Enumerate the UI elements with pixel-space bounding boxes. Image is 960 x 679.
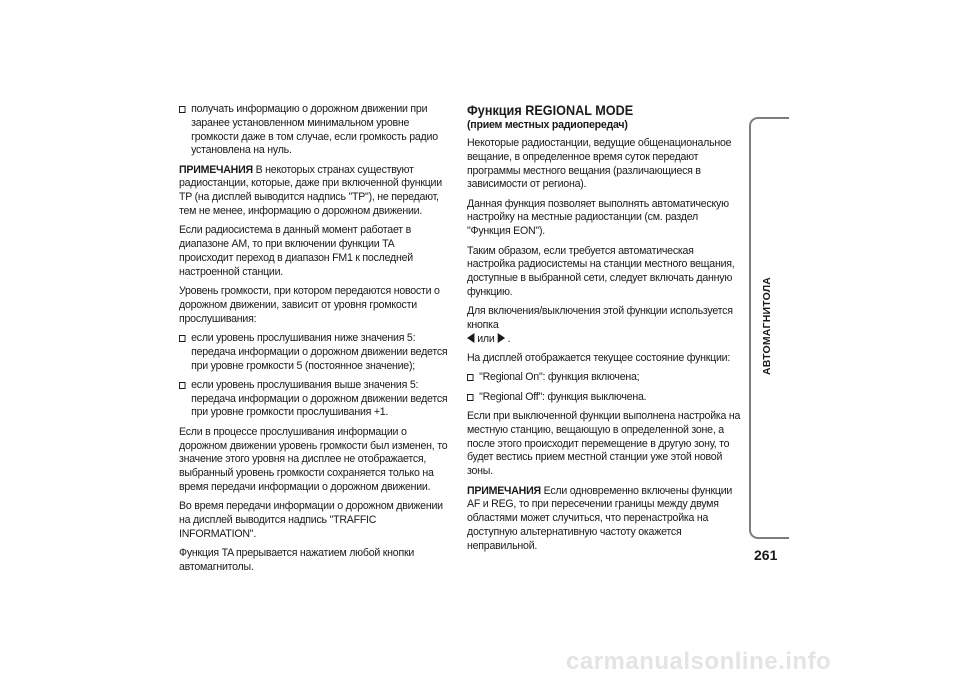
paragraph: Во время передачи информации о дорожном движении на дисплей выводится надпись "TRAFFIC INFORMATION". (179, 500, 443, 540)
paragraph: Уровень громкости, при котором передаются новости о дорожном движении, зависит от уровня громкости прослушивания: (179, 285, 440, 325)
note-label: ПРИМЕЧАНИЯ (179, 163, 253, 176)
paragraph: Если в процессе прослушивания информации о дорожном движении уровень громкости был изменен, то значение этого уровня на дисплее не отображается, выбранный уровень громкости сохраняется только на время передачи информации о дорожном движении. (179, 425, 448, 493)
note-text: В некоторых странах существуют радиостанции, которые, даже при включенной функции TP (на дисплей выводится надпись "TP"), не передают, тем не менее, информацию о дорожном движении. (179, 163, 442, 218)
list-item (179, 379, 449, 420)
list-item-text: получать информацию о дорожном движении при заранее установленном минимальном уровне громкости даже в том случае, если громкость радио установлена на нуль. (191, 103, 438, 157)
paragraph: Функция TA прерывается нажатием любой кнопки автомагнитолы. (179, 547, 415, 573)
list-item-text: "Regional Off": функция выключена. (479, 390, 647, 403)
page-number: 261 (754, 547, 778, 563)
note-label: ПРИМЕЧАНИЯ (467, 484, 541, 497)
triangle-left-icon (467, 333, 474, 343)
note-paragraph (179, 164, 449, 219)
button-instruction-paragraph (467, 305, 741, 346)
list-item-text: "Regional On": функция включена; (479, 371, 640, 384)
section-subheading: (прием местных радиопередач) (467, 119, 628, 131)
list-item-text: если уровень прослушивания ниже значения 5: передача информации о дорожном движении ведется при уровне громкости 5 (постоянное значение); (191, 331, 448, 372)
list-item (467, 391, 741, 405)
note-paragraph (467, 485, 741, 554)
paragraph: Если радиосистема в данный момент работает в диапазоне AM, то при включении функции TA происходит переход в диапазон FM1 к последней настроенной станции. (179, 224, 413, 278)
paragraph: Таким образом, если требуется автоматическая настройка радиосистемы на станции местного вещания, доступные в выбранной сети, следует включать данную функцию. (467, 244, 735, 298)
list-item (179, 103, 449, 158)
or-text: или (477, 332, 495, 345)
paragraph: Некоторые радиостанции, ведущие общенациональное вещание, в определенное время суток передают программы местного вещания (различающиеся в зависимости от региона). (467, 137, 732, 191)
checkbox-bullet-icon (179, 106, 186, 113)
paragraph-end: . (507, 332, 511, 345)
watermark: carmanualsonline.info (566, 648, 832, 675)
triangle-right-icon (497, 333, 504, 343)
paragraph: На дисплей отображается текущее состояние функции: (467, 352, 731, 365)
checkbox-bullet-icon (467, 374, 474, 381)
left-column (179, 103, 449, 580)
checkbox-bullet-icon (179, 335, 186, 342)
section-tab-label: АВТОМАГНИТОЛА (761, 276, 773, 376)
note-text: Если одновременно включены функции AF и REG, то при пересечении границы между двумя областями может случиться, что перенастройка на доступную альтернативную частоту окажется неправильной. (467, 484, 733, 552)
checkbox-bullet-icon (179, 382, 186, 389)
list-item-text: если уровень прослушивания выше значения 5: передача информации о дорожном движении ведется при уровне громкости прослушивания +1. (191, 378, 448, 419)
paragraph-text: Для включения/выключения этой функции используется кнопка (467, 305, 733, 332)
section-heading: Функция REGIONAL MODE (467, 103, 634, 118)
right-column (467, 103, 741, 559)
list-item (179, 332, 449, 373)
checkbox-bullet-icon (467, 394, 474, 401)
paragraph: Если при выключенной функции выполнена настройка на местную станцию, вещающую в определенной зоне, а после этого происходит перемещение в другую зону, то будет вестись прием местной станции уже этой новой зоны. (467, 410, 741, 478)
list-item (467, 371, 741, 385)
paragraph: Данная функция позволяет выполнять автоматическую настройку на местные радиостанции (см. раздел "Функция EON"). (467, 197, 729, 238)
